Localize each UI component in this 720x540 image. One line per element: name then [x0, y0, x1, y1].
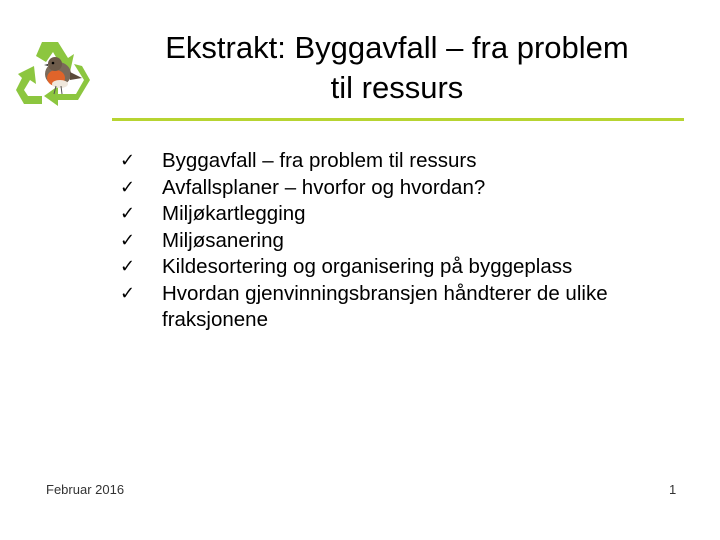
- bullet-text: Avfallsplaner – hvorfor og hvordan?: [162, 175, 486, 199]
- side-caption: [0, 170, 2, 540]
- check-icon: ✓: [120, 229, 136, 251]
- bullet-list: [118, 148, 678, 334]
- slide-title-line-2: til ressurs: [330, 70, 464, 105]
- check-icon: ✓: [120, 282, 136, 304]
- list-item: [118, 148, 678, 175]
- bullet-text: Hvordan gjenvinningsbransjen håndterer de ulike fraksjonene: [162, 281, 608, 331]
- check-icon: ✓: [120, 176, 136, 198]
- page-number: 1: [669, 482, 677, 497]
- check-icon: ✓: [120, 150, 136, 171]
- recycle-robin-logo-icon: [12, 34, 96, 112]
- list-item: [118, 281, 678, 334]
- bullet-text: Miljøsanering: [162, 228, 284, 252]
- title-divider: [112, 118, 684, 121]
- list-item: [118, 175, 678, 202]
- list-item: [118, 254, 678, 281]
- slide-title-line-1: Ekstrakt: Byggavfall – fra problem: [165, 30, 629, 65]
- bullet-text: Miljøkartlegging: [162, 202, 306, 225]
- bullet-text: Byggavfall – fra problem til ressurs: [162, 149, 477, 172]
- slide-title: [112, 28, 682, 108]
- bullet-text: Kildesortering og organisering på byggeplass: [162, 255, 573, 278]
- list-item: [118, 228, 678, 255]
- check-icon: ✓: [120, 256, 136, 277]
- list-item: [118, 201, 678, 228]
- footer-date: Februar 2016: [46, 482, 125, 497]
- check-icon: ✓: [120, 203, 136, 224]
